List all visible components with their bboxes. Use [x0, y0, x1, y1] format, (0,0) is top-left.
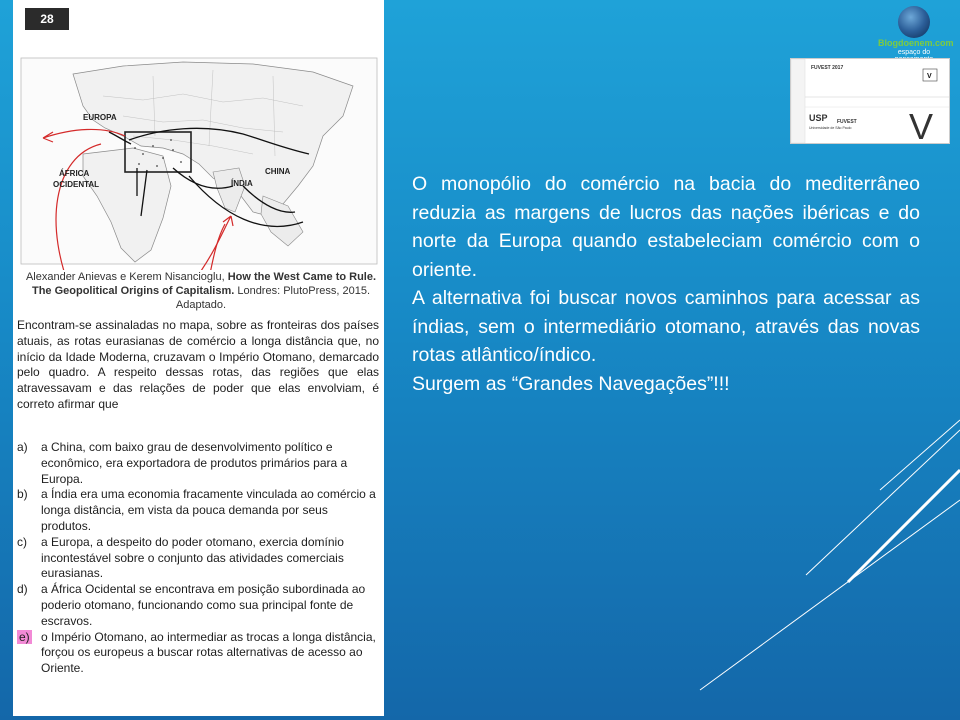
svg-text:Universidade de São Paulo: Universidade de São Paulo — [809, 126, 852, 130]
svg-text:V: V — [909, 106, 934, 143]
alternative-e-correct — [17, 630, 379, 677]
map-label-europa: EUROPA — [83, 113, 117, 122]
fuvest-cover-thumbnail — [790, 58, 950, 144]
svg-text:USP: USP — [809, 113, 828, 123]
alternative-c — [17, 535, 379, 582]
fuvest-cover-graphic — [791, 59, 949, 143]
slide-body-text — [412, 170, 920, 398]
logo-site-name: Blogdoenem.com — [878, 38, 954, 48]
caption-publisher: Londres: PlutoPress, 2015. Adaptado. — [175, 285, 371, 311]
alternative-text: a China, com baixo grau de desenvolvimento político e econômico, era exportadora de produtos primários para a Europa. — [41, 440, 348, 486]
map-label-africa-2: OCIDENTAL — [53, 180, 100, 189]
alternative-b — [17, 487, 379, 534]
alternative-d — [17, 582, 379, 629]
svg-text:V: V — [927, 73, 932, 80]
slide-paragraph-2: A alternativa foi buscar novos caminhos para acessar as índias, sem o intermediário otomano, através das novas rotas atlântico/índico. — [412, 287, 920, 366]
alternative-text: a Índia era uma economia fracamente vinculada ao comércio a longa distância, em vista da pouca demanda por seus produtos. — [41, 487, 376, 533]
blog-logo — [878, 4, 954, 56]
alternative-a — [17, 440, 379, 487]
alternative-letter: d) — [17, 582, 28, 597]
slide-paragraph-3: Surgem as “Grandes Navegações”!!! — [412, 372, 730, 395]
world-trade-routes-map — [13, 36, 384, 270]
logo-tagline: espaço do — [897, 49, 931, 56]
slide-paragraph-1: O monopólio do comércio na bacia do mediterrâneo reduzia as margens de lucros das nações ibéricas e do norte da Europa quando estabeleciam comércio com o oriente. — [412, 173, 920, 281]
caption-subtitle: The Geopolitical Origins of Capitalism. — [31, 285, 235, 297]
map-caption — [19, 270, 383, 312]
svg-text:FUVEST: FUVEST — [837, 119, 857, 125]
caption-title: How the West Came to Rule. — [227, 271, 377, 283]
alternative-text: a África Ocidental se encontrava em posição subordinada ao poderio otomano, funcionando como sua principal fonte de escravos. — [41, 582, 366, 628]
question-text: Encontram-se assinaladas no mapa, sobre as fronteiras dos países atuais, as rotas eurasianas de comércio a longa distância que, no início da Idade Moderna, cruzavam o Império Otomano, demarcado pelo quadro. A respeito dessas rotas, das regiões que elas atravessavam e das relações de poder que elas envolviam, é correto afirmar que — [17, 318, 379, 411]
svg-text:FUVEST 2017: FUVEST 2017 — [811, 65, 844, 71]
alternative-letter: c) — [17, 534, 27, 549]
alternative-letter-highlighted: e) — [19, 629, 30, 644]
globe-icon — [898, 6, 930, 38]
caption-authors: Alexander Anievas e Kerem Nisancioglu, — [25, 271, 228, 283]
alternatives-list — [17, 440, 379, 677]
question-number-badge: 28 — [25, 8, 69, 30]
alternative-text: o Império Otomano, ao intermediar as trocas a longa distância, forçou os europeus a buscar rotas alternativas de acesso ao Oriente. — [41, 629, 376, 676]
map-label-india: ÍNDIA — [231, 179, 253, 188]
alternative-letter: b) — [17, 487, 28, 502]
map-label-africa-1: ÁFRICA — [59, 169, 90, 178]
alternative-letter: a) — [17, 440, 28, 454]
alternative-text: a Europa, a despeito do poder otomano, exercia domínio incontestável sobre o conjunto das atividades comerciais eurasianas. — [41, 534, 344, 581]
exam-page-image — [13, 0, 384, 716]
map-label-china: CHINA — [265, 167, 291, 176]
